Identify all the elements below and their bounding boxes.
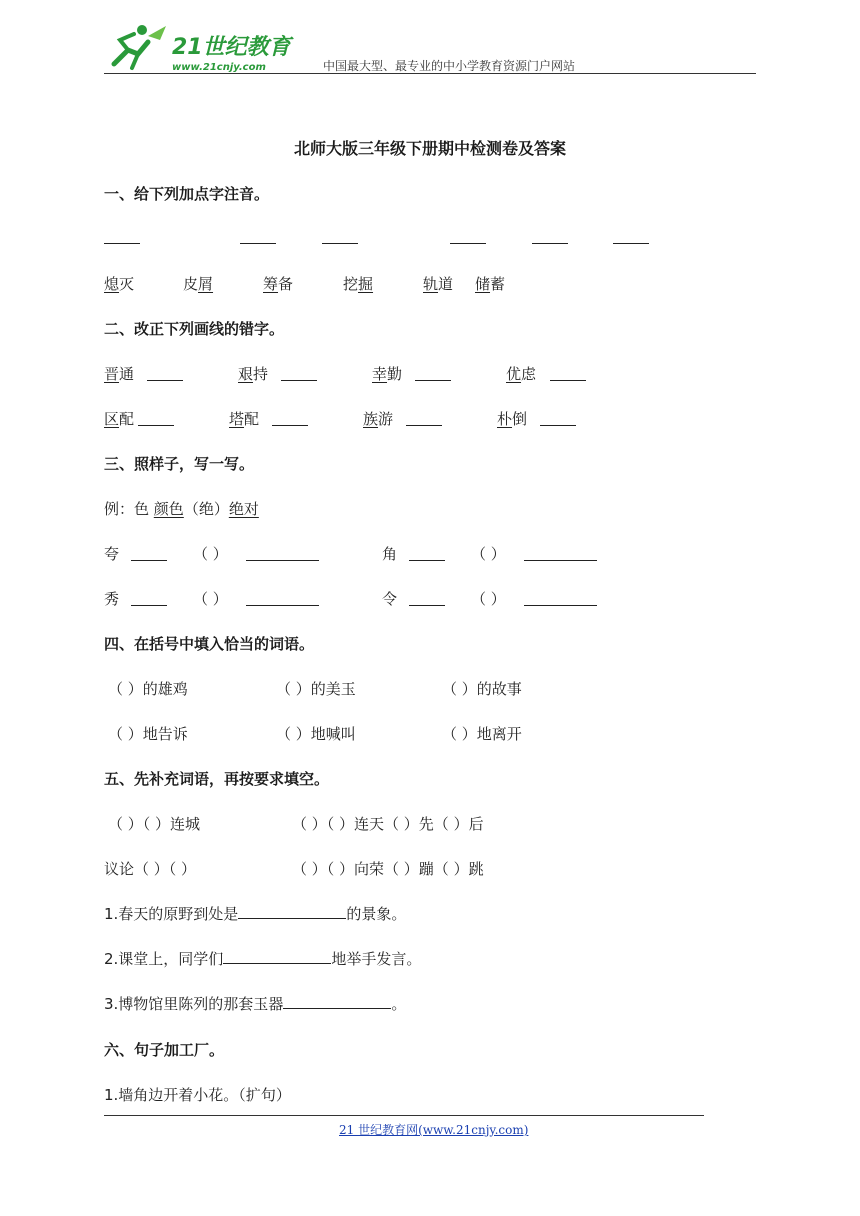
page-title: 北师大版三年级下册期中检测卷及答案 xyxy=(293,139,566,158)
word-item: 皮屑 xyxy=(183,275,214,293)
word-item: 晋通 xyxy=(104,365,135,383)
section-3-heading: 三、照样子，写一写。 xyxy=(104,455,255,473)
header-divider xyxy=(104,73,756,74)
section-2-heading: 二、改正下列画线的错字。 xyxy=(104,320,285,338)
fill-item: （ ）地离开 xyxy=(442,725,522,743)
pinyin-blank xyxy=(613,243,649,244)
question-1: 1.墙角边开着小花。（扩句） xyxy=(104,1086,291,1104)
answer-blank xyxy=(409,560,445,561)
word-item: 区配 xyxy=(104,410,135,428)
char-item: 秀 xyxy=(104,590,120,608)
idiom-item: （ ）（ ）向荣（ ）蹦（ ）跳 xyxy=(292,860,484,878)
char-item: 角 xyxy=(382,545,398,563)
paren-blank: （ ） xyxy=(471,590,506,608)
fill-item: （ ）的美玉 xyxy=(276,680,356,698)
paren-blank: （ ） xyxy=(193,590,228,608)
question-2: 2.课堂上，同学们 地举手发言。 xyxy=(104,950,422,968)
word-item: 熄灭 xyxy=(104,275,135,293)
answer-blank xyxy=(550,380,586,381)
word-item: 筹备 xyxy=(263,275,294,293)
word-item: 幸勤 xyxy=(372,365,403,383)
header-tagline: 中国最大型、最专业的中小学教育资源门户网站 xyxy=(323,59,576,73)
answer-blank xyxy=(272,425,308,426)
answer-blank xyxy=(406,425,442,426)
word-item: 族游 xyxy=(363,410,394,428)
word-item: 挖掘 xyxy=(343,275,374,293)
fill-item: （ ）地喊叫 xyxy=(276,725,356,743)
answer-blank xyxy=(540,425,576,426)
section-6-heading: 六、句子加工厂。 xyxy=(104,1041,225,1059)
answer-blank xyxy=(147,380,183,381)
footer-link[interactable]: 21 世纪教育网(www.21cnjy.com) xyxy=(339,1123,529,1137)
runner-icon xyxy=(114,25,166,68)
logo-text: 21世纪教育 xyxy=(172,35,291,60)
answer-blank xyxy=(246,605,319,606)
answer-blank xyxy=(246,560,319,561)
question-1: 1.春天的原野到处是 的景象。 xyxy=(104,905,407,923)
fill-item: （ ）的故事 xyxy=(442,680,522,698)
word-item: 优虑 xyxy=(506,365,537,383)
answer-blank xyxy=(238,904,346,919)
section-5-heading: 五、先补充词语，再按要求填空。 xyxy=(104,770,330,788)
logo-url: www.21cnjy.com xyxy=(172,62,266,73)
footer-divider xyxy=(104,1115,704,1116)
pinyin-blank xyxy=(240,243,276,244)
answer-blank xyxy=(415,380,451,381)
pinyin-blank xyxy=(322,243,358,244)
word-item: 塔配 xyxy=(229,410,260,428)
idiom-item: （ ）（ ）连天（ ）先（ ）后 xyxy=(292,815,484,833)
answer-blank xyxy=(281,380,317,381)
answer-blank xyxy=(409,605,445,606)
answer-blank xyxy=(138,425,174,426)
word-item: 轨道 xyxy=(423,275,454,293)
pinyin-blank xyxy=(104,243,140,244)
fill-item: （ ）的雄鸡 xyxy=(108,680,188,698)
idiom-item: 议论（ ）（ ） xyxy=(104,860,197,878)
question-3: 3.博物馆里陈列的那套玉器 。 xyxy=(104,995,407,1013)
answer-blank xyxy=(524,560,597,561)
answer-blank xyxy=(283,994,391,1009)
section-4-heading: 四、在括号中填入恰当的词语。 xyxy=(104,635,315,653)
word-item: 朴倒 xyxy=(497,410,528,428)
paren-blank: （ ） xyxy=(471,545,506,563)
pinyin-blank xyxy=(450,243,486,244)
word-item: 储蓄 xyxy=(475,275,506,293)
char-item: 令 xyxy=(382,590,398,608)
char-item: 夸 xyxy=(104,545,120,563)
pinyin-blank xyxy=(532,243,568,244)
example-line: 例：色 颜色（绝）绝对 xyxy=(104,500,259,518)
fill-item: （ ）地告诉 xyxy=(108,725,188,743)
answer-blank xyxy=(131,605,167,606)
section-1-heading: 一、给下列加点字注音。 xyxy=(104,185,270,203)
paren-blank: （ ） xyxy=(193,545,228,563)
answer-blank xyxy=(131,560,167,561)
answer-blank xyxy=(524,605,597,606)
site-logo xyxy=(108,20,308,74)
idiom-item: （ ）（ ）连城 xyxy=(108,815,201,833)
answer-blank xyxy=(223,949,331,964)
word-item: 艰持 xyxy=(238,365,269,383)
